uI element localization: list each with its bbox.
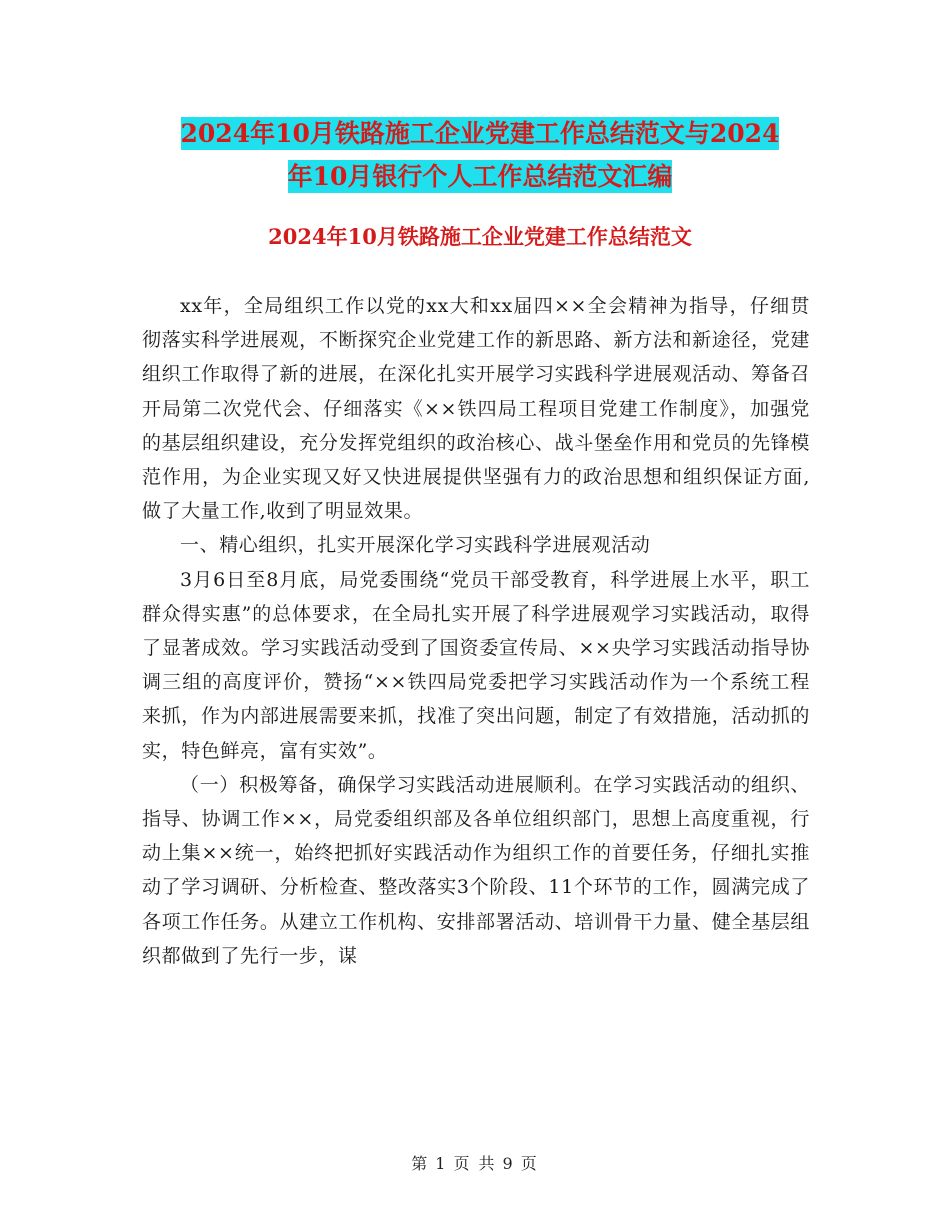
footer-suffix: 页 bbox=[520, 1154, 539, 1173]
section-title: 2024年10月铁路施工企业党建工作总结范文 bbox=[268, 224, 692, 249]
title-line-2: 年10月银行个人工作总结范文汇编 bbox=[287, 162, 673, 191]
footer-middle: 页 共 bbox=[453, 1154, 497, 1173]
title-line-1: 2024年10月铁路施工企业党建工作总结范文与2024 bbox=[180, 119, 780, 148]
document-body bbox=[142, 289, 810, 973]
paragraph-heading-1: 一、精心组织，扎实开展深化学习实践科学进展观活动 bbox=[180, 534, 651, 557]
page-footer bbox=[0, 1153, 950, 1175]
paragraph-activity: 3月6日至8月底，局党委围绕“党员干部受教育，科学进展上水平，职工群众得实惠”的总体要求，在全局扎实开展了科学进展观学习实践活动，取得了显著成效。学习实践活动受到了国资委宣传局、××央学习实践活动指导协调三组的高度评价，赞扬“××铁四局党委把学习实践活动作为一个系统工程来抓，作为内部进展需要来抓，找准了突出问题，制定了有效措施，活动抓的实，特色鲜亮，富有实效”。 bbox=[142, 568, 810, 762]
paragraph-intro: xx年，全局组织工作以党的xx大和xx届四××全会精神为指导，仔细贯彻落实科学进展观，不断探究企业党建工作的新思路、新方法和新途径，党建组织工作取得了新的进展，在深化扎实开展学习实践科学进展观活动、筹备召开局第二次党代会、仔细落实《××铁四局工程项目党建工作制度》，加强党的基层组织建设，充分发挥党组织的政治核心、战斗堡垒作用和党员的先锋模范作用，为企业实现又好又快进展提供坚强有力的政治思想和组织保证方面,做了大量工作,收到了明显效果。 bbox=[142, 295, 810, 523]
paragraph-subsection-1: （一）积极筹备，确保学习实践活动进展顺利。在学习实践活动的组织、指导、协调工作××，局党委组织部及各单位组织部门，思想上高度重视，行动上集××统一，始终把抓好实践活动作为组织工作的首要任务，仔细扎实推动了学习调研、分析检查、整改落实3个阶段、11个环节的工作，圆满完成了各项工作任务。从建立工作机构、安排部署活动、培训骨干力量、健全基层组织都做到了先行一步，谋 bbox=[142, 773, 810, 967]
footer-current-page: 1 bbox=[435, 1154, 448, 1173]
footer-prefix: 第 bbox=[411, 1154, 430, 1173]
footer-total-pages: 9 bbox=[502, 1154, 515, 1173]
document-title bbox=[140, 112, 820, 198]
